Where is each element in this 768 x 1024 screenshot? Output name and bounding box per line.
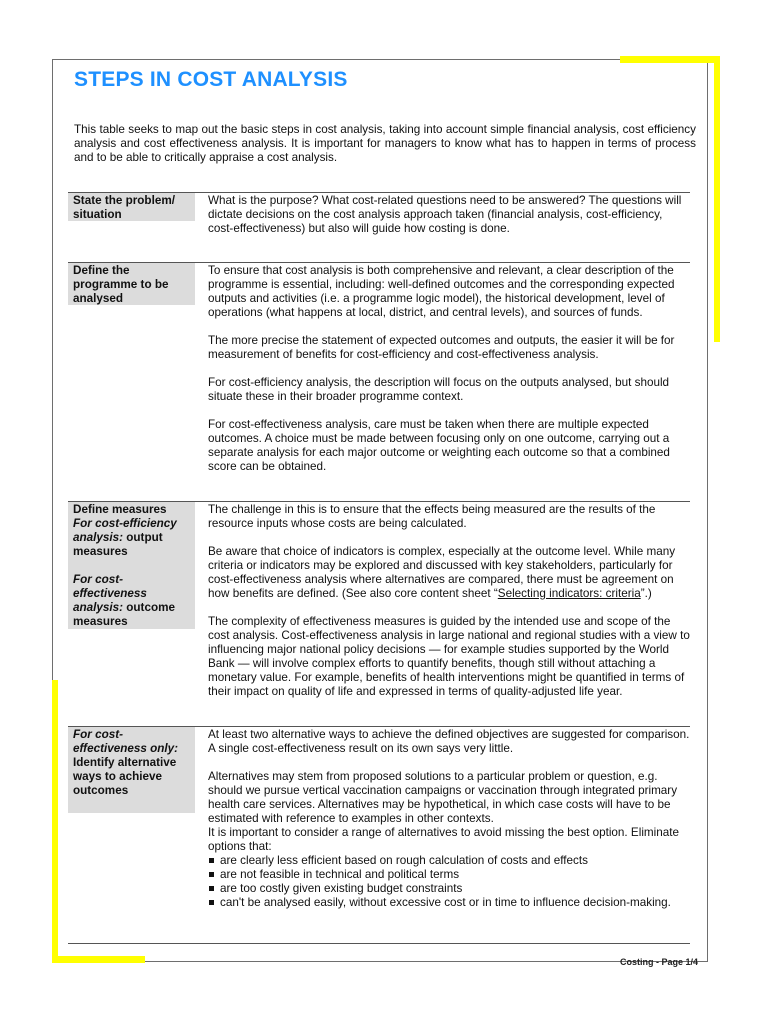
highlight-bar-top xyxy=(620,56,720,63)
row-paragraph: For cost-effectiveness analysis, care must be taken when there are multiple expected outcomes. A choice must be made between focusing only on one outcome, carrying out a separate analysis for each major outcome or weighting each outcome so that a combined score can be obtained. xyxy=(208,418,670,473)
list-item: can't be analysed easily, without excessive cost or in time to influence decision-making. xyxy=(208,896,690,910)
list-item: are clearly less efficient based on rough calculation of costs and effects xyxy=(208,854,690,868)
table-row xyxy=(68,501,690,726)
table-row xyxy=(68,192,690,262)
page-title: STEPS IN COST ANALYSIS xyxy=(74,68,348,91)
intro-paragraph: This table seeks to map out the basic steps in cost analysis, taking into account simple financial analysis, cost efficiency analysis and cost effectiveness analysis. It is important for managers to know what has to happen in terms of process and to be able to critically appraise a cost analysis. xyxy=(74,123,696,164)
row-label: Define the programme to be analysed xyxy=(68,263,195,305)
selecting-indicators-link[interactable]: Selecting indicators: criteria xyxy=(497,587,641,600)
table-row xyxy=(68,262,690,501)
row-paragraph: Alternatives may stem from proposed solutions to a particular problem or question, e.g. should we pursue vertical vaccination campaigns or vaccination through integrated primary health care services. Alternatives may be hypothetical, in which case costs will have to be estimated with reference to examples in other contexts. xyxy=(208,770,678,825)
row-paragraph: For cost-efficiency analysis, the description will focus on the outputs analysed, but should situate these in their broader programme context. xyxy=(208,376,670,403)
table-row xyxy=(68,726,690,944)
steps-table xyxy=(68,192,690,944)
row-paragraph: What is the purpose? What cost-related questions need to be answered? The questions will dictate decisions on the cost analysis approach taken (financial analysis, cost-efficiency, cost-effectiveness) but also will guide how costing is done. xyxy=(208,194,682,235)
page-footer: Costing - Page 1/4 xyxy=(620,957,699,967)
row-paragraph: At least two alternative ways to achieve the defined objectives are suggested for comparison. A single cost-effectiveness result on its own says very little. xyxy=(208,728,690,755)
row-content xyxy=(208,263,690,474)
bullet-list xyxy=(208,854,690,910)
row-label: For cost-effectiveness only: Identify alternative ways to achieve outcomes xyxy=(68,727,195,813)
row-paragraph: The challenge in this is to ensure that the effects being measured are the results of the resource inputs whose costs are being calculated. xyxy=(208,503,656,530)
highlight-bar-bottom xyxy=(52,956,145,963)
list-item: are not feasible in technical and political terms xyxy=(208,868,690,882)
list-item: are too costly given existing budget constraints xyxy=(208,882,690,896)
row-content xyxy=(208,193,690,236)
row-label: Define measures For cost-efficiency analysis: output measures For cost-effectiveness analysis: outcome measures xyxy=(68,502,195,629)
row-paragraph: The more precise the statement of expected outcomes and outputs, the easier it will be for measurement of benefits for cost-efficiency and cost-effectiveness analysis. xyxy=(208,334,675,361)
row-content xyxy=(208,502,690,699)
row-content xyxy=(208,727,690,910)
row-paragraph: The complexity of effectiveness measures is guided by the intended use and scope of the cost analysis. Cost-effectiveness analysis in large national and regional studies with a view to influencing major national policy decisions — for example studies supported by the World Bank — will involve complex efforts to quantify benefits, though still without attaching a monetary value. For example, benefits of health interventions might be quantified in terms of their impact on quality of life and expressed in terms of quality-adjusted life year. xyxy=(208,615,690,698)
row-paragraph: It is important to consider a range of alternatives to avoid missing the best option. Eliminate options that: xyxy=(208,826,679,853)
row-paragraph: To ensure that cost analysis is both comprehensive and relevant, a clear description of the programme is essential, including: well-defined outcomes and the corresponding expected outputs and activities (i.e. a programme logic model), the historical development, level of operations (what happens at local, district, and central levels), and sources of funds. xyxy=(208,264,675,319)
highlight-bar-right xyxy=(714,56,720,342)
highlight-bar-left xyxy=(52,680,58,962)
row-paragraph: Be aware that choice of indicators is complex, especially at the outcome level. While many criteria or indicators may be explored and discussed with key stakeholders, particularly for cost-effectiveness analysis where alternatives are compared, there must be agreement on how benefits are defined. (See also core content sheet “Selecting indicators: criteria”.) xyxy=(208,545,676,600)
row-label: State the problem/ situation xyxy=(68,193,195,221)
